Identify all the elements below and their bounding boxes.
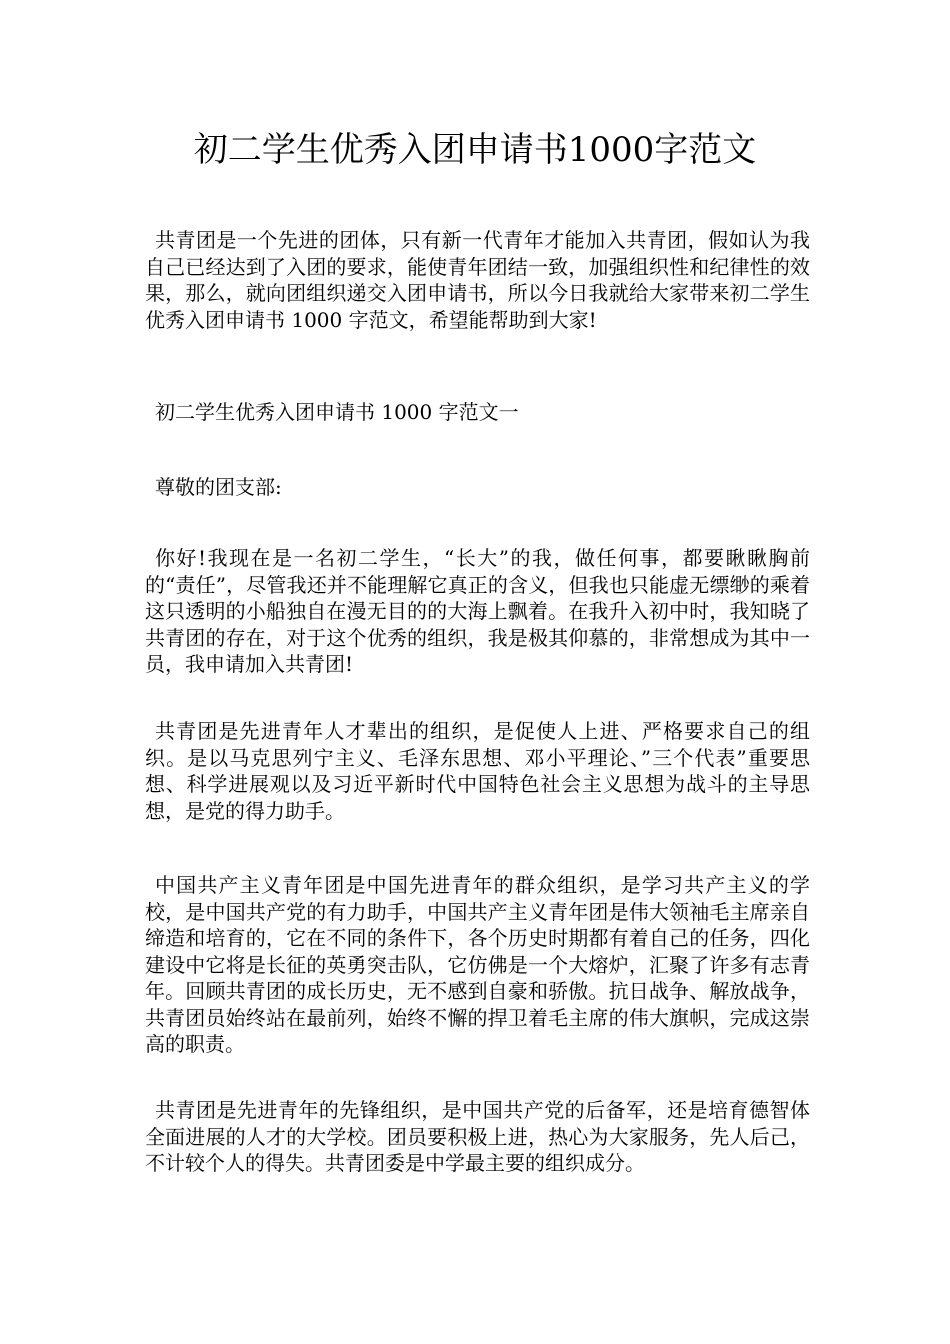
body-paragraph: 共青团是先进青年人才辈出的组织，是促使人上进、严格要求自己的组织。是以马克思列宁主义、毛泽东思想、邓小平理论、”三个代表”重要思想、科学进展观以及习近平新时代中国特色社会主义思想为战斗的主导思想，是党的得力助手。 — [145, 719, 810, 823]
section-subtitle: 初二学生优秀入团申请书 1000 字范文一 — [155, 400, 519, 424]
body-paragraph: 共青团是先进青年的先锋组织，是中国共产党的后备军，还是培育德智体全面进展的人才的大学校。团员要积极上进，热心为大家服务，先人后己，不计较个人的得失。共青团委是中学最主要的组织成分。 — [145, 1098, 810, 1175]
document-title: 初二学生优秀入团申请书1000字范文 — [193, 130, 757, 170]
body-paragraph: 中国共产主义青年团是中国先进青年的群众组织，是学习共产主义的学校，是中国共产党的有力助手，中国共产主义青年团是伟大领袖毛主席亲自缔造和培育的，它在不同的条件下，各个历史时期都有着自己的任务，四化建设中它将是长征的英勇突击队，它仿佛是一个大熔炉，汇聚了许多有志青年。回顾共青团的成长历史，无不感到自豪和骄傲。抗日战争、解放战争，共青团员始终站在最前列，始终不懈的捍卫着毛主席的伟大旗帜，完成这崇高的职责。 — [145, 873, 810, 1056]
intro-paragraph: 共青团是一个先进的团体，只有新一代青年才能加入共青团，假如认为我自己已经达到了入团的要求，能使青年团结一致，加强组织性和纪律性的效果，那么，就向团组织递交入团申请书，所以今日我就给大家带来初二学生优秀入团申请书 1000 字范文，希望能帮助到大家! — [145, 228, 810, 332]
body-paragraph: 你好!我现在是一名初二学生，“长大”的我，做任何事，都要瞅瞅胸前的“责任”，尽管我还并不能理解它真正的含义，但我也只能虚无缥缈的乘着这只透明的小船独自在漫无目的的大海上飘着。在我升入初中时，我知晓了共青团的存在，对于这个优秀的组织，我是极其仰慕的，非常想成为其中一员，我申请加入共青团! — [145, 546, 810, 676]
letter-salutation: 尊敬的团支部: — [155, 475, 282, 499]
